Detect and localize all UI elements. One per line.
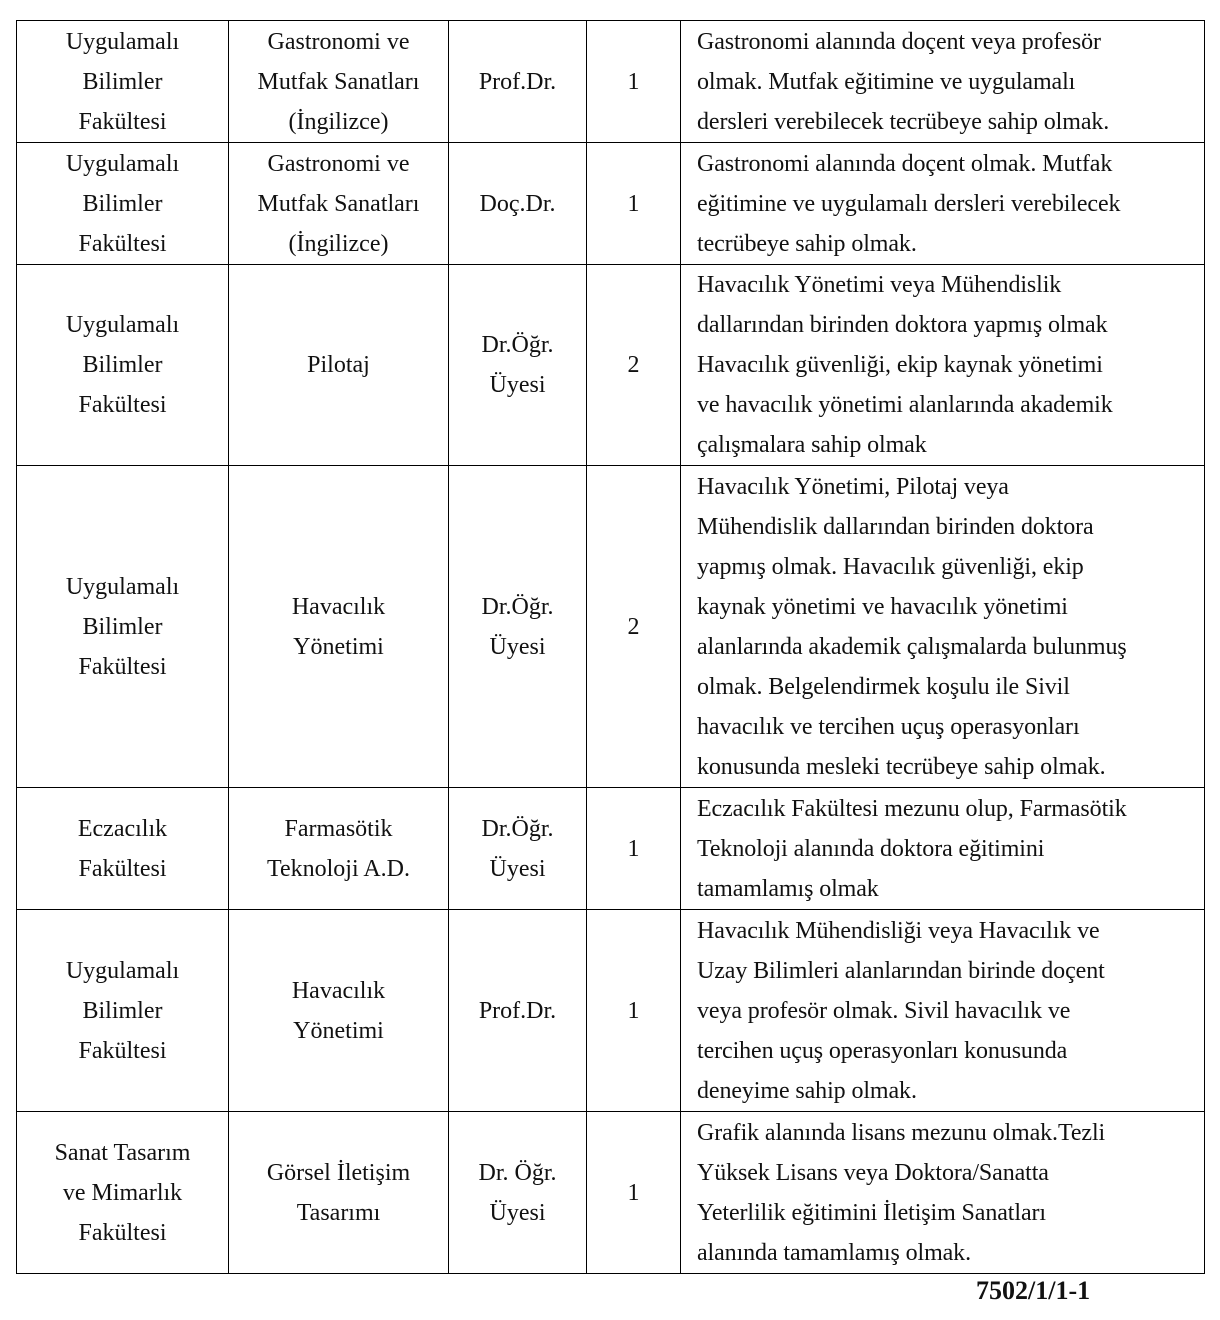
department-cell: Gastronomi ve Mutfak Sanatları (İngilizce): [229, 21, 449, 143]
faculty-cell: Eczacılık Fakültesi: [17, 788, 229, 910]
requirement-cell: Eczacılık Fakültesi mezunu olup, Farmasötik Teknoloji alanında doktora eğitimini tamamlamış olmak: [681, 788, 1205, 910]
title-cell: Prof.Dr.: [449, 910, 587, 1112]
requirement-cell: Havacılık Yönetimi, Pilotaj veya Mühendislik dallarından birinden doktora yapmış olmak. Havacılık güvenliği, ekip kaynak yönetimi ve havacılık yönetimi alanlarında akademik çalışmalarda bulunmuş olmak. Belgelendirmek koşulu ile Sivil havacılık ve tercihen uçuş operasyonları konusunda mesleki tecrübeye sahip olmak.: [681, 466, 1205, 788]
count-cell: 2: [587, 466, 681, 788]
table-row: [17, 1112, 1205, 1274]
count-cell: 1: [587, 910, 681, 1112]
department-cell: Farmasötik Teknoloji A.D.: [229, 788, 449, 910]
requirement-cell: Grafik alanında lisans mezunu olmak.Tezli Yüksek Lisans veya Doktora/Sanatta Yeterlilik eğitimini İletişim Sanatları alanında tamamlamış olmak.: [681, 1112, 1205, 1274]
count-cell: 1: [587, 21, 681, 143]
faculty-cell: Uygulamalı Bilimler Fakültesi: [17, 466, 229, 788]
faculty-cell: Uygulamalı Bilimler Fakültesi: [17, 143, 229, 265]
count-cell: 1: [587, 1112, 681, 1274]
faculty-cell: Uygulamalı Bilimler Fakültesi: [17, 910, 229, 1112]
requirement-cell: Havacılık Mühendisliği veya Havacılık ve Uzay Bilimleri alanlarından birinde doçent veya profesör olmak. Sivil havacılık ve tercihen uçuş operasyonları konusunda deneyime sahip olmak.: [681, 910, 1205, 1112]
title-cell: Dr.Öğr. Üyesi: [449, 466, 587, 788]
table-row: [17, 910, 1205, 1112]
title-cell: Prof.Dr.: [449, 21, 587, 143]
title-cell: Doç.Dr.: [449, 143, 587, 265]
table-row: [17, 21, 1205, 143]
department-cell: Gastronomi ve Mutfak Sanatları (İngilizce): [229, 143, 449, 265]
table-row: [17, 788, 1205, 910]
requirement-cell: Gastronomi alanında doçent veya profesör olmak. Mutfak eğitimine ve uygulamalı dersleri verebilecek tecrübeye sahip olmak.: [681, 21, 1205, 143]
department-cell: Havacılık Yönetimi: [229, 466, 449, 788]
requirement-cell: Gastronomi alanında doçent olmak. Mutfak eğitimine ve uygulamalı dersleri verebilecek tecrübeye sahip olmak.: [681, 143, 1205, 265]
department-cell: Görsel İletişim Tasarımı: [229, 1112, 449, 1274]
count-cell: 2: [587, 265, 681, 466]
title-cell: Dr. Öğr. Üyesi: [449, 1112, 587, 1274]
department-cell: Pilotaj: [229, 265, 449, 466]
title-cell: Dr.Öğr. Üyesi: [449, 788, 587, 910]
faculty-cell: Uygulamalı Bilimler Fakültesi: [17, 265, 229, 466]
document-number: 7502/1/1-1: [976, 1276, 1091, 1305]
table-row: [17, 143, 1205, 265]
count-cell: 1: [587, 788, 681, 910]
department-cell: Havacılık Yönetimi: [229, 910, 449, 1112]
positions-table-container: [16, 20, 1204, 1274]
faculty-cell: Sanat Tasarım ve Mimarlık Fakültesi: [17, 1112, 229, 1274]
table-row: [17, 466, 1205, 788]
faculty-cell: Uygulamalı Bilimler Fakültesi: [17, 21, 229, 143]
positions-table: [16, 20, 1205, 1274]
title-cell: Dr.Öğr. Üyesi: [449, 265, 587, 466]
count-cell: 1: [587, 143, 681, 265]
requirement-cell: Havacılık Yönetimi veya Mühendislik dallarından birinden doktora yapmış olmak Havacılık güvenliği, ekip kaynak yönetimi ve havacılık yönetimi alanlarında akademik çalışmalara sahip olmak: [681, 265, 1205, 466]
table-row: [17, 265, 1205, 466]
